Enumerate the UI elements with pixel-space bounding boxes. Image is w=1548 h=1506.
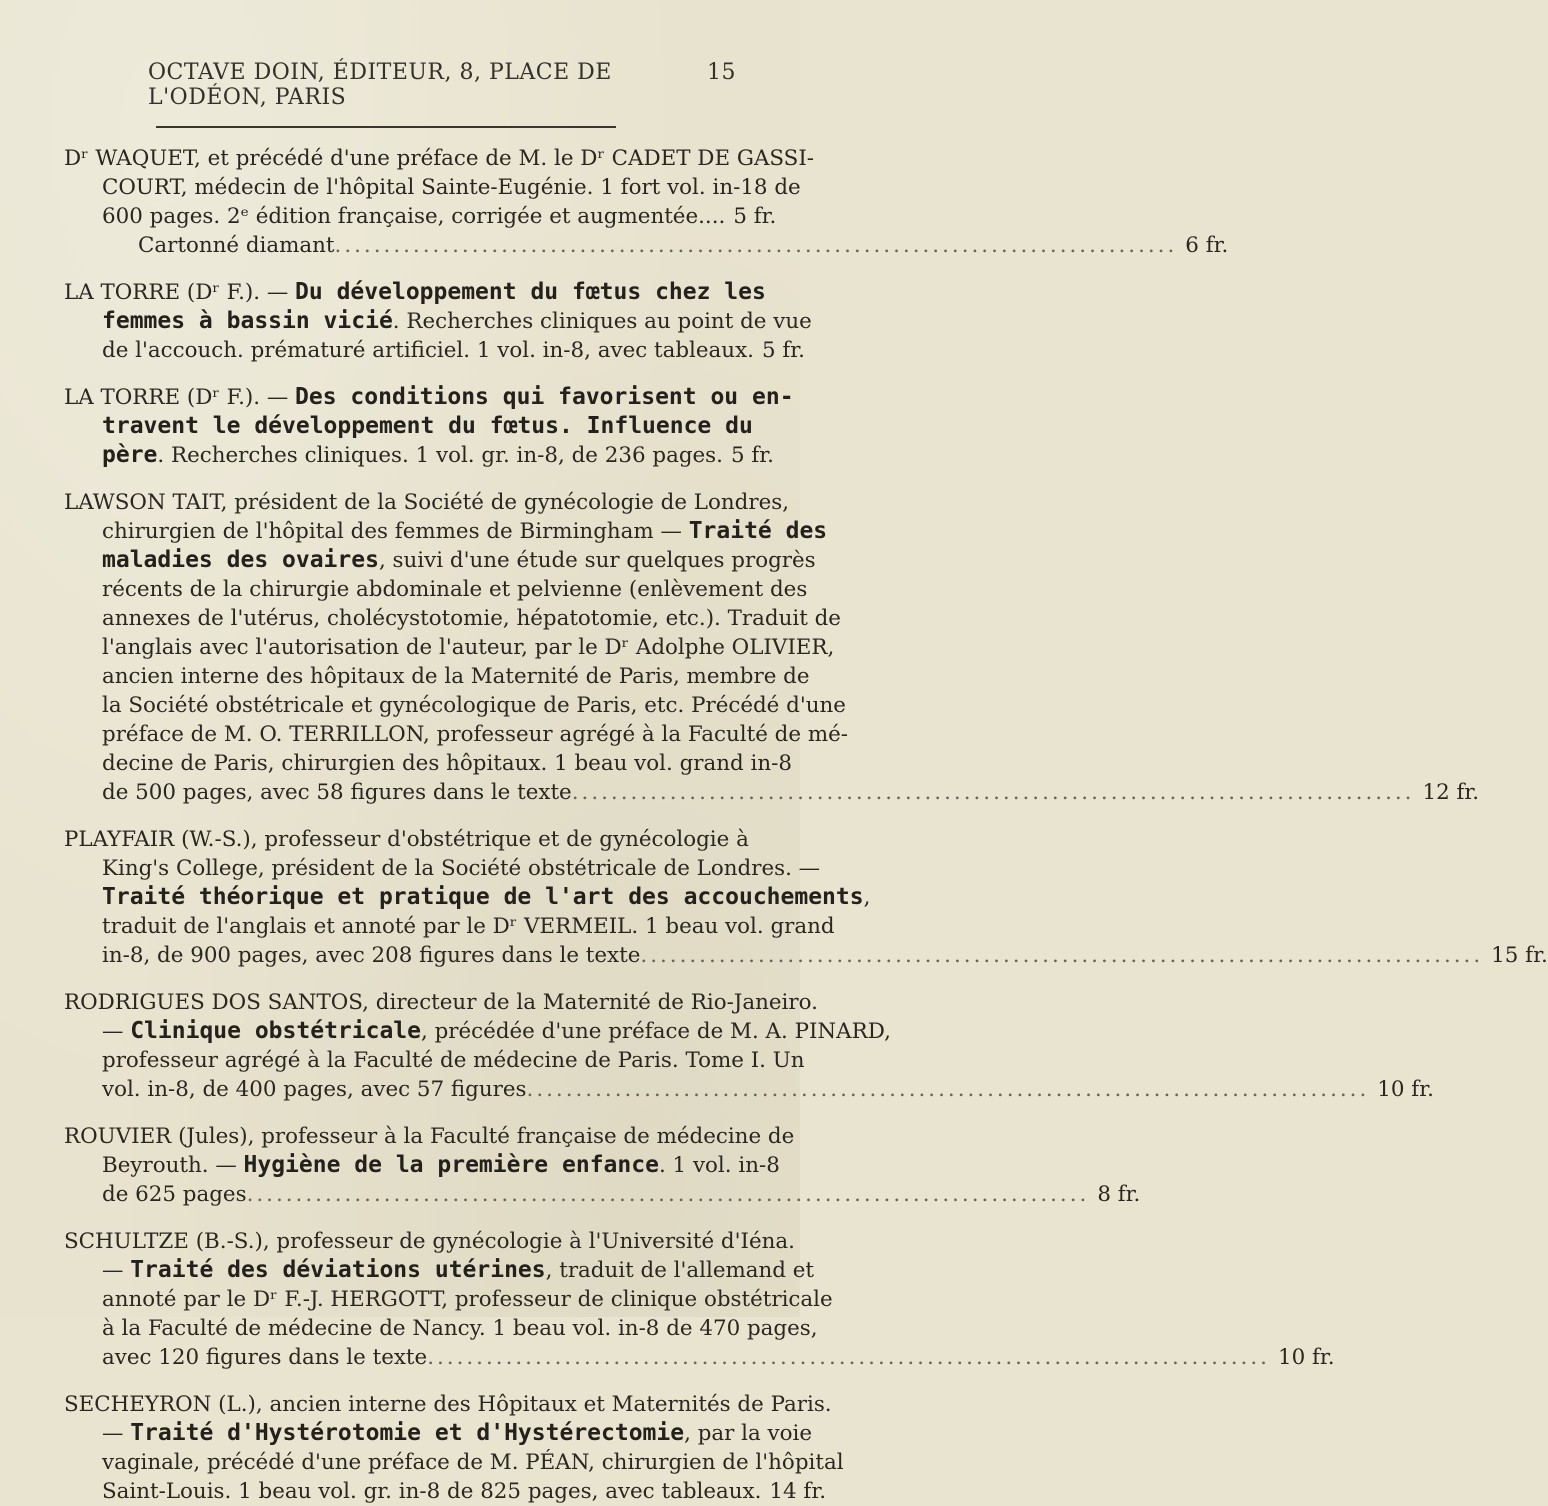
line-text <box>102 1287 833 1312</box>
plain-text: decine de Paris, chirurgien des hôpitaux. 1 beau vol. grand in-8 <box>102 751 792 776</box>
catalog-entry <box>64 488 1480 807</box>
catalog-entry <box>64 1227 1335 1372</box>
price: 10 fr. <box>1277 1345 1335 1370</box>
line-text <box>102 336 754 365</box>
catalog-entry <box>64 144 1229 260</box>
entry-line <box>64 336 805 365</box>
dot-leader <box>427 1343 1270 1372</box>
line-text <box>64 490 789 515</box>
plain-text: ancien interne des hôpitaux de la Maternité de Paris, membre de <box>102 664 810 689</box>
price: 6 fr. <box>1185 233 1229 258</box>
entry-line <box>64 1448 844 1477</box>
entry-line <box>64 1314 818 1343</box>
line-text <box>102 856 820 881</box>
price: 10 fr. <box>1377 1077 1434 1102</box>
entry-line <box>64 546 816 575</box>
line-text <box>102 1075 527 1104</box>
book-title: Hygiène de la première enfance <box>243 1152 659 1178</box>
plain-text: , traduit de l'allemand et <box>545 1258 815 1283</box>
plain-text: annoté par le Dʳ F.-J. HERGOTT, professeur de clinique obstétricale <box>102 1287 833 1312</box>
plain-text: COURT, médecin de l'hôpital Sainte-Eugénie. 1 fort vol. in-18 de <box>102 175 801 200</box>
entry-line <box>64 1075 1434 1104</box>
plain-text: . 1 vol. in-8 <box>658 1153 780 1178</box>
entry-line <box>64 517 828 546</box>
price: 12 fr. <box>1422 780 1480 805</box>
plain-text: SCHULTZE (B.-S.), professeur de gynécologie à l'Université d'Iéna. <box>64 1229 795 1254</box>
line-text <box>64 990 818 1015</box>
plain-text: , par la voie <box>684 1421 813 1446</box>
line-text <box>102 441 723 470</box>
catalog-entry <box>64 383 794 470</box>
entry-line <box>64 749 792 778</box>
plain-text: , précédée d'une préface de M. A. PINARD, <box>421 1019 891 1044</box>
line-text <box>102 1316 818 1341</box>
price: 14 fr. <box>769 1479 827 1504</box>
plain-text: — <box>102 1421 131 1446</box>
entry-line <box>64 941 1548 970</box>
price: 8 fr. <box>1097 1182 1141 1207</box>
entry-line <box>64 1477 827 1506</box>
line-text <box>64 280 766 305</box>
catalog-entry <box>64 1390 844 1506</box>
entry-line <box>64 1343 1335 1372</box>
plain-text: l'anglais avec l'autorisation de l'auteur, par le Dʳ Adolphe OLIVIER, <box>102 635 835 660</box>
price: 5 fr. <box>730 443 774 468</box>
line-text <box>102 1343 427 1372</box>
line-text <box>102 175 801 200</box>
entry-line <box>64 778 1480 807</box>
entry-line <box>64 412 756 441</box>
line-text <box>102 941 640 970</box>
line-text <box>102 664 810 689</box>
plain-text: vaginale, précédé d'une préface de M. PÉAN, chirurgien de l'hôpital <box>102 1450 844 1475</box>
catalog-entry <box>64 988 1434 1104</box>
page-number: 15 <box>707 60 736 85</box>
entry-line <box>64 691 846 720</box>
entry-line <box>64 1122 795 1151</box>
line-text <box>64 146 814 171</box>
plain-text: chirurgien de l'hôpital des femmes de Birmingham — <box>102 519 689 544</box>
plain-text: — <box>102 1019 131 1044</box>
plain-text: annexes de l'utérus, cholécystotomie, hépatotomie, etc.). Traduit de <box>102 606 841 631</box>
publisher-line: OCTAVE DOIN, ÉDITEUR, 8, PLACE DE L'ODÉON, PARIS <box>148 60 612 110</box>
plain-text: professeur agrégé à la Faculté de médecine de Paris. Tome I. Un <box>102 1048 805 1073</box>
entry-line <box>64 825 756 854</box>
plain-text: de l'accouch. prématuré artificiel. 1 vol. in-8, avec tableaux. <box>102 338 754 363</box>
entry-line <box>64 988 818 1017</box>
line-text <box>102 1048 805 1073</box>
line-text <box>102 577 807 602</box>
entry-line <box>64 575 808 604</box>
entry-line <box>64 1256 815 1285</box>
line-text <box>102 309 812 334</box>
book-title: travent le développement du fœtus. Influence du <box>102 413 753 439</box>
entry-line <box>64 202 777 231</box>
entry-line <box>64 720 848 749</box>
entry-line <box>64 1419 813 1448</box>
price: 5 fr. <box>761 338 805 363</box>
book-title: Du développement du fœtus chez les <box>295 279 766 305</box>
line-text <box>102 914 835 939</box>
catalog-entry <box>64 825 1548 970</box>
line-text <box>102 1153 780 1178</box>
plain-text: King's College, président de la Société obstétricale de Londres. — <box>102 856 821 881</box>
entry-line <box>64 1285 833 1314</box>
line-text <box>138 231 335 260</box>
plain-text: vol. in-8, de 400 pages, avec 57 figures <box>102 1077 527 1102</box>
plain-text: Dʳ WAQUET, et précédé d'une préface de M. le Dʳ CADET DE GASSI- <box>64 146 815 171</box>
line-text <box>102 606 841 631</box>
line-text <box>102 885 870 910</box>
entry-line <box>64 1017 891 1046</box>
dot-leader <box>640 941 1483 970</box>
plain-text: LA TORRE (Dʳ F.). — <box>64 280 296 305</box>
entry-line <box>64 488 790 517</box>
dot-leader <box>572 778 1415 807</box>
plain-text: 600 pages. 2ᵉ édition française, corrigée et augmentée.... <box>102 204 726 229</box>
price: 15 fr. <box>1491 943 1548 968</box>
entry-line <box>64 1227 795 1256</box>
line-text <box>64 827 749 852</box>
plain-text: préface de M. O. TERRILLON, professeur agrégé à la Faculté de mé- <box>102 722 848 747</box>
book-title: maladies des ovaires <box>102 547 379 573</box>
book-title: Clinique obstétricale <box>130 1018 421 1044</box>
line-text <box>102 202 725 231</box>
line-text <box>102 1019 891 1044</box>
plain-text: Beyrouth. — <box>102 1153 244 1178</box>
line-text <box>102 778 572 807</box>
book-title: père <box>102 442 158 468</box>
entry-line <box>64 173 801 202</box>
line-text <box>102 1421 812 1446</box>
entry-line <box>64 383 794 412</box>
line-text <box>64 1124 794 1149</box>
line-text <box>64 385 794 410</box>
plain-text: avec 120 figures dans le texte <box>102 1345 428 1370</box>
dot-leader <box>247 1180 1090 1209</box>
line-text <box>102 751 792 776</box>
line-text <box>102 519 827 544</box>
plain-text: Saint-Louis. 1 beau vol. gr. in-8 de 825 pages, avec tableaux. <box>102 1479 762 1504</box>
entry-line <box>64 854 821 883</box>
entry-line <box>64 231 1229 260</box>
book-title: femmes à bassin vicié <box>102 308 393 334</box>
entry-line <box>64 441 774 470</box>
plain-text: LAWSON TAIT, président de la Société de gynécologie de Londres, <box>64 490 790 515</box>
plain-text: la Société obstétricale et gynécologique de Paris, etc. Précédé d'une <box>102 693 846 718</box>
plain-text: LA TORRE (Dʳ F.). — <box>64 385 296 410</box>
line-text <box>102 414 753 439</box>
book-title: Traité d'Hystérotomie et d'Hystérectomie <box>130 1420 685 1446</box>
page-header <box>64 60 756 110</box>
plain-text: SECHEYRON (L.), ancien interne des Hôpitaux et Maternités de Paris. <box>64 1392 832 1417</box>
plain-text: ROUVIER (Jules), professeur à la Faculté française de médecine de <box>64 1124 795 1149</box>
catalog-entries <box>64 144 1548 1506</box>
book-title: Des conditions qui favorisent ou en- <box>295 384 794 410</box>
entry-line <box>64 633 835 662</box>
plain-text: . Recherches cliniques au point de vue <box>392 309 812 334</box>
entry-line <box>64 1046 805 1075</box>
line-text <box>102 635 834 660</box>
dot-leader <box>527 1075 1370 1104</box>
plain-text: de 500 pages, avec 58 figures dans le texte <box>102 780 572 805</box>
plain-text: RODRIGUES DOS SANTOS, directeur de la Maternité de Rio-Janeiro. <box>64 990 818 1015</box>
plain-text: Cartonné diamant <box>138 233 335 258</box>
catalog-entry <box>64 1122 1141 1209</box>
plain-text: de 625 pages <box>102 1182 247 1207</box>
plain-text: à la Faculté de médecine de Nancy. 1 beau vol. in-8 de 470 pages, <box>102 1316 818 1341</box>
entry-line <box>64 307 812 336</box>
entry-line <box>64 1180 1141 1209</box>
plain-text: — <box>102 1258 131 1283</box>
catalog-entry <box>64 278 812 365</box>
dot-leader <box>335 231 1178 260</box>
entry-line <box>64 912 835 941</box>
header-rule <box>156 126 616 128</box>
plain-text: PLAYFAIR (W.-S.), professeur d'obstétrique et de gynécologie à <box>64 827 749 852</box>
entry-line <box>64 883 871 912</box>
line-text <box>102 722 848 747</box>
plain-text: , <box>863 885 871 910</box>
line-text <box>102 1477 761 1506</box>
line-text <box>102 1180 247 1209</box>
line-text <box>102 693 846 718</box>
entry-line <box>64 1390 832 1419</box>
line-text <box>64 1392 832 1417</box>
entry-line <box>64 604 841 633</box>
plain-text: récents de la chirurgie abdominale et pelvienne (enlèvement des <box>102 577 808 602</box>
entry-line <box>64 278 766 307</box>
entry-line <box>64 662 810 691</box>
line-text <box>102 1258 814 1283</box>
line-text <box>102 1450 844 1475</box>
plain-text: in-8, de 900 pages, avec 208 figures dans le texte <box>102 943 641 968</box>
entry-line <box>64 1151 780 1180</box>
plain-text: , suivi d'une étude sur quelques progrès <box>378 548 816 573</box>
price: 5 fr. <box>733 204 777 229</box>
line-text <box>64 1229 795 1254</box>
line-text <box>102 548 816 573</box>
book-title: Traité des déviations utérines <box>130 1257 546 1283</box>
plain-text: traduit de l'anglais et annoté par le Dʳ VERMEIL. 1 beau vol. grand <box>102 914 835 939</box>
plain-text: . Recherches cliniques. 1 vol. gr. in-8, de 236 pages. <box>157 443 723 468</box>
book-title: Traité théorique et pratique de l'art des accouchements <box>102 884 864 910</box>
book-title: Traité des <box>688 518 828 544</box>
entry-line <box>64 144 815 173</box>
